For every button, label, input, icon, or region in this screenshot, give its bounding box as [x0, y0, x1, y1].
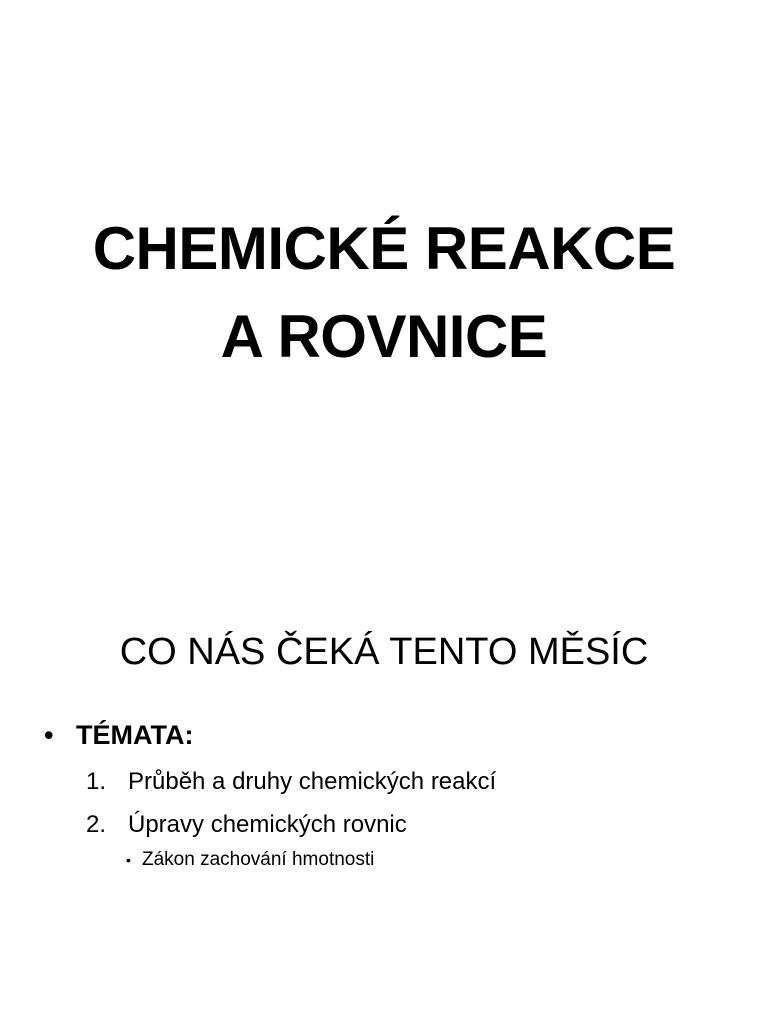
section-title: CO NÁS ČEKÁ TENTO MĚSÍC — [119, 631, 649, 673]
list-item-text: Průběh a druhy chemických reakcí — [128, 768, 497, 795]
numbered-list-item — [86, 764, 496, 800]
sub-bullet-icon: • — [126, 852, 131, 868]
bullet-icon: • — [44, 720, 54, 750]
content-slide — [0, 512, 768, 1024]
slide-title — [0, 205, 768, 381]
slide-title-line-2: A ROVNICE — [220, 303, 548, 370]
sub-bullet-text: Zákon zachování hmotnosti — [142, 849, 375, 870]
list-item-number: 2. — [86, 811, 107, 838]
list-item-text: Úpravy chemických rovnic — [128, 811, 407, 838]
topics-bullet — [44, 715, 193, 755]
sub-bullet — [126, 846, 374, 874]
slide-title-line-1: CHEMICKÉ REAKCE — [92, 215, 676, 282]
list-item-number: 1. — [86, 768, 107, 795]
numbered-list-item — [86, 807, 407, 843]
topics-label: TÉMATA: — [76, 720, 194, 750]
